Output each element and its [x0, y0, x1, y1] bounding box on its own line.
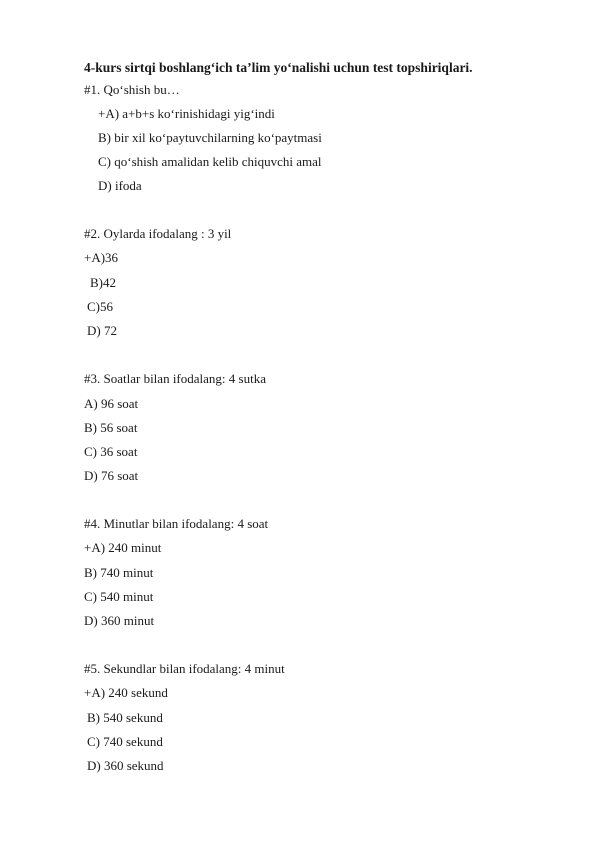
question-5-text: #5. Sekundlar bilan ifodalang: 4 minut	[84, 661, 285, 676]
question-4-option-c: C) 540 minut	[84, 589, 154, 604]
question-1-option-c: C) qo‘shish amalidan kelib chiquvchi amal	[98, 154, 322, 169]
question-1-option-d: D) ifoda	[98, 178, 142, 193]
question-1-option-b: B) bir xil ko‘paytuvchilarning ko‘paytmasi	[98, 130, 322, 145]
question-5-option-a: +A) 240 sekund	[84, 685, 168, 700]
question-4-option-b: B) 740 minut	[84, 565, 154, 580]
question-3-text: #3. Soatlar bilan ifodalang: 4 sutka	[84, 371, 266, 386]
question-3-option-c: C) 36 soat	[84, 444, 138, 459]
question-3-option-a: A) 96 soat	[84, 396, 139, 411]
question-5-option-d: D) 360 sekund	[87, 758, 164, 773]
question-1-option-a: +A) a+b+s ko‘rinishidagi yig‘indi	[98, 106, 275, 121]
question-4-option-a: +A) 240 minut	[84, 540, 162, 555]
question-5-option-b: B) 540 sekund	[87, 710, 163, 725]
question-3-option-d: D) 76 soat	[84, 468, 139, 483]
question-4-text: #4. Minutlar bilan ifodalang: 4 soat	[84, 516, 269, 531]
question-2-text: #2. Oylarda ifodalang : 3 yil	[84, 226, 232, 241]
question-5-option-c: C) 740 sekund	[87, 734, 163, 749]
question-1-text: #1. Qo‘shish bu…	[84, 82, 180, 97]
question-2-option-a: +A)36	[84, 250, 119, 265]
question-2-option-c: C)56	[87, 299, 113, 314]
question-4-option-d: D) 360 minut	[84, 613, 155, 628]
question-2-option-d: D) 72	[87, 323, 117, 338]
document-title: 4-kurs sirtqi boshlang‘ich ta’lim yo‘nalishi uchun test topshiriqlari.	[84, 60, 473, 75]
question-2-option-b: B)42	[90, 275, 116, 290]
question-3-option-b: B) 56 soat	[84, 420, 138, 435]
